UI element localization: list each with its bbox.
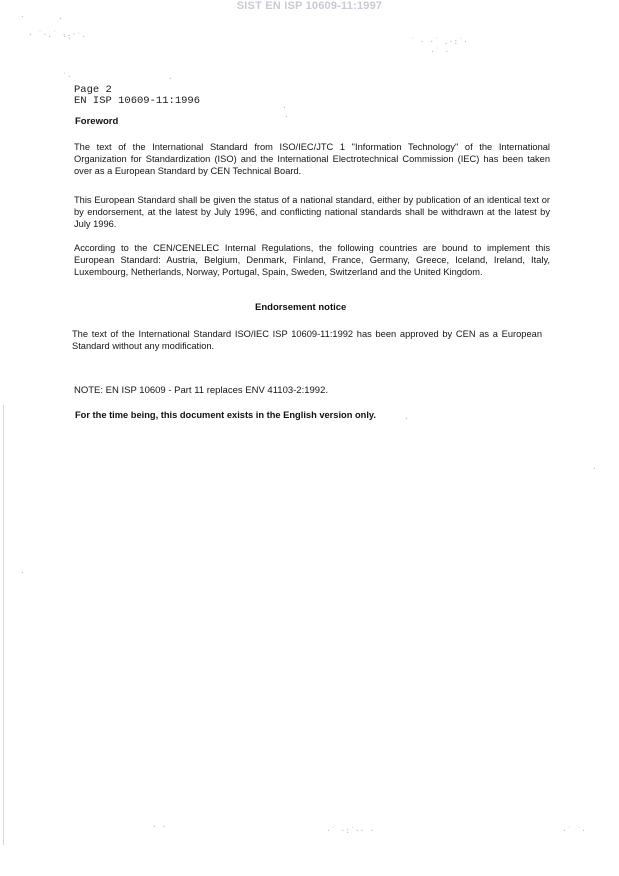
scan-speck: · [20, 568, 25, 577]
scan-speck: · [284, 112, 289, 121]
scan-speck: · ˙·.˙ · [28, 30, 67, 39]
scan-speck: · [404, 414, 409, 423]
scan-speck: · [592, 464, 597, 473]
language-statement: For the time being, this document exists in the English version only. [75, 410, 376, 420]
foreword-paragraph: The text of the International Standard from ISO/IEC/JTC 1 "Information Technology" of the International Organization for Standardization (ISO) and the International Electrotechnical Commission (IEC) has been taken over as a European Standard by CEN Technical Board. [74, 142, 550, 176]
watermark: SIST EN ISP 10609-11:1997 [236, 0, 383, 12]
scan-speck: ˙ · ·˙ .·:˙· [410, 37, 468, 46]
scan-speck: ·˙ ˙· [562, 826, 587, 835]
foreword-paragraph: This European Standard shall be given the status of a national standard, either by publication of an identical text or by endorsement, at the latest by July 1996, and conflicting national standards shall be withdrawn at the latest by July 1996. [74, 195, 550, 229]
endorsement-paragraph: The text of the International Standard ISO/IEC ISP 10609-11:1992 has been approved by CEN as a European Standard without any modification. [72, 329, 542, 351]
document-reference: EN ISP 10609-11:1996 [74, 95, 201, 107]
scan-speck: · [20, 12, 25, 21]
page-number: Page 2 [74, 84, 112, 96]
scan-speck: ·˙ ·:˙·· · [326, 826, 375, 835]
scan-speck: · [58, 14, 63, 23]
scan-speck: · [282, 103, 287, 112]
scan-speck: · [168, 74, 173, 83]
scan-edge-line [3, 405, 4, 845]
scan-speck: ·:ʿ˙· [62, 32, 87, 41]
endorsement-heading: Endorsement notice [255, 302, 347, 313]
scan-speck: ˙· [62, 72, 72, 81]
scan-speck: · · [152, 822, 167, 831]
foreword-heading: Foreword [75, 116, 119, 127]
foreword-paragraph: According to the CEN/CENELEC Internal Regulations, the following countries are bound to implement this European Standard: Austria, Belgium, Denmark, Finland, France, Germany, Greece, Iceland, Ireland, Italy, Luxembourg, Netherlands, Norway, Portugal, Spain, Sweden, Switzerland and the United Kingdom. [74, 243, 550, 277]
scan-speck: ·˙ · [430, 47, 450, 56]
replacement-note: NOTE: EN ISP 10609 - Part 11 replaces ENV 41103-2:1992. [74, 385, 328, 396]
